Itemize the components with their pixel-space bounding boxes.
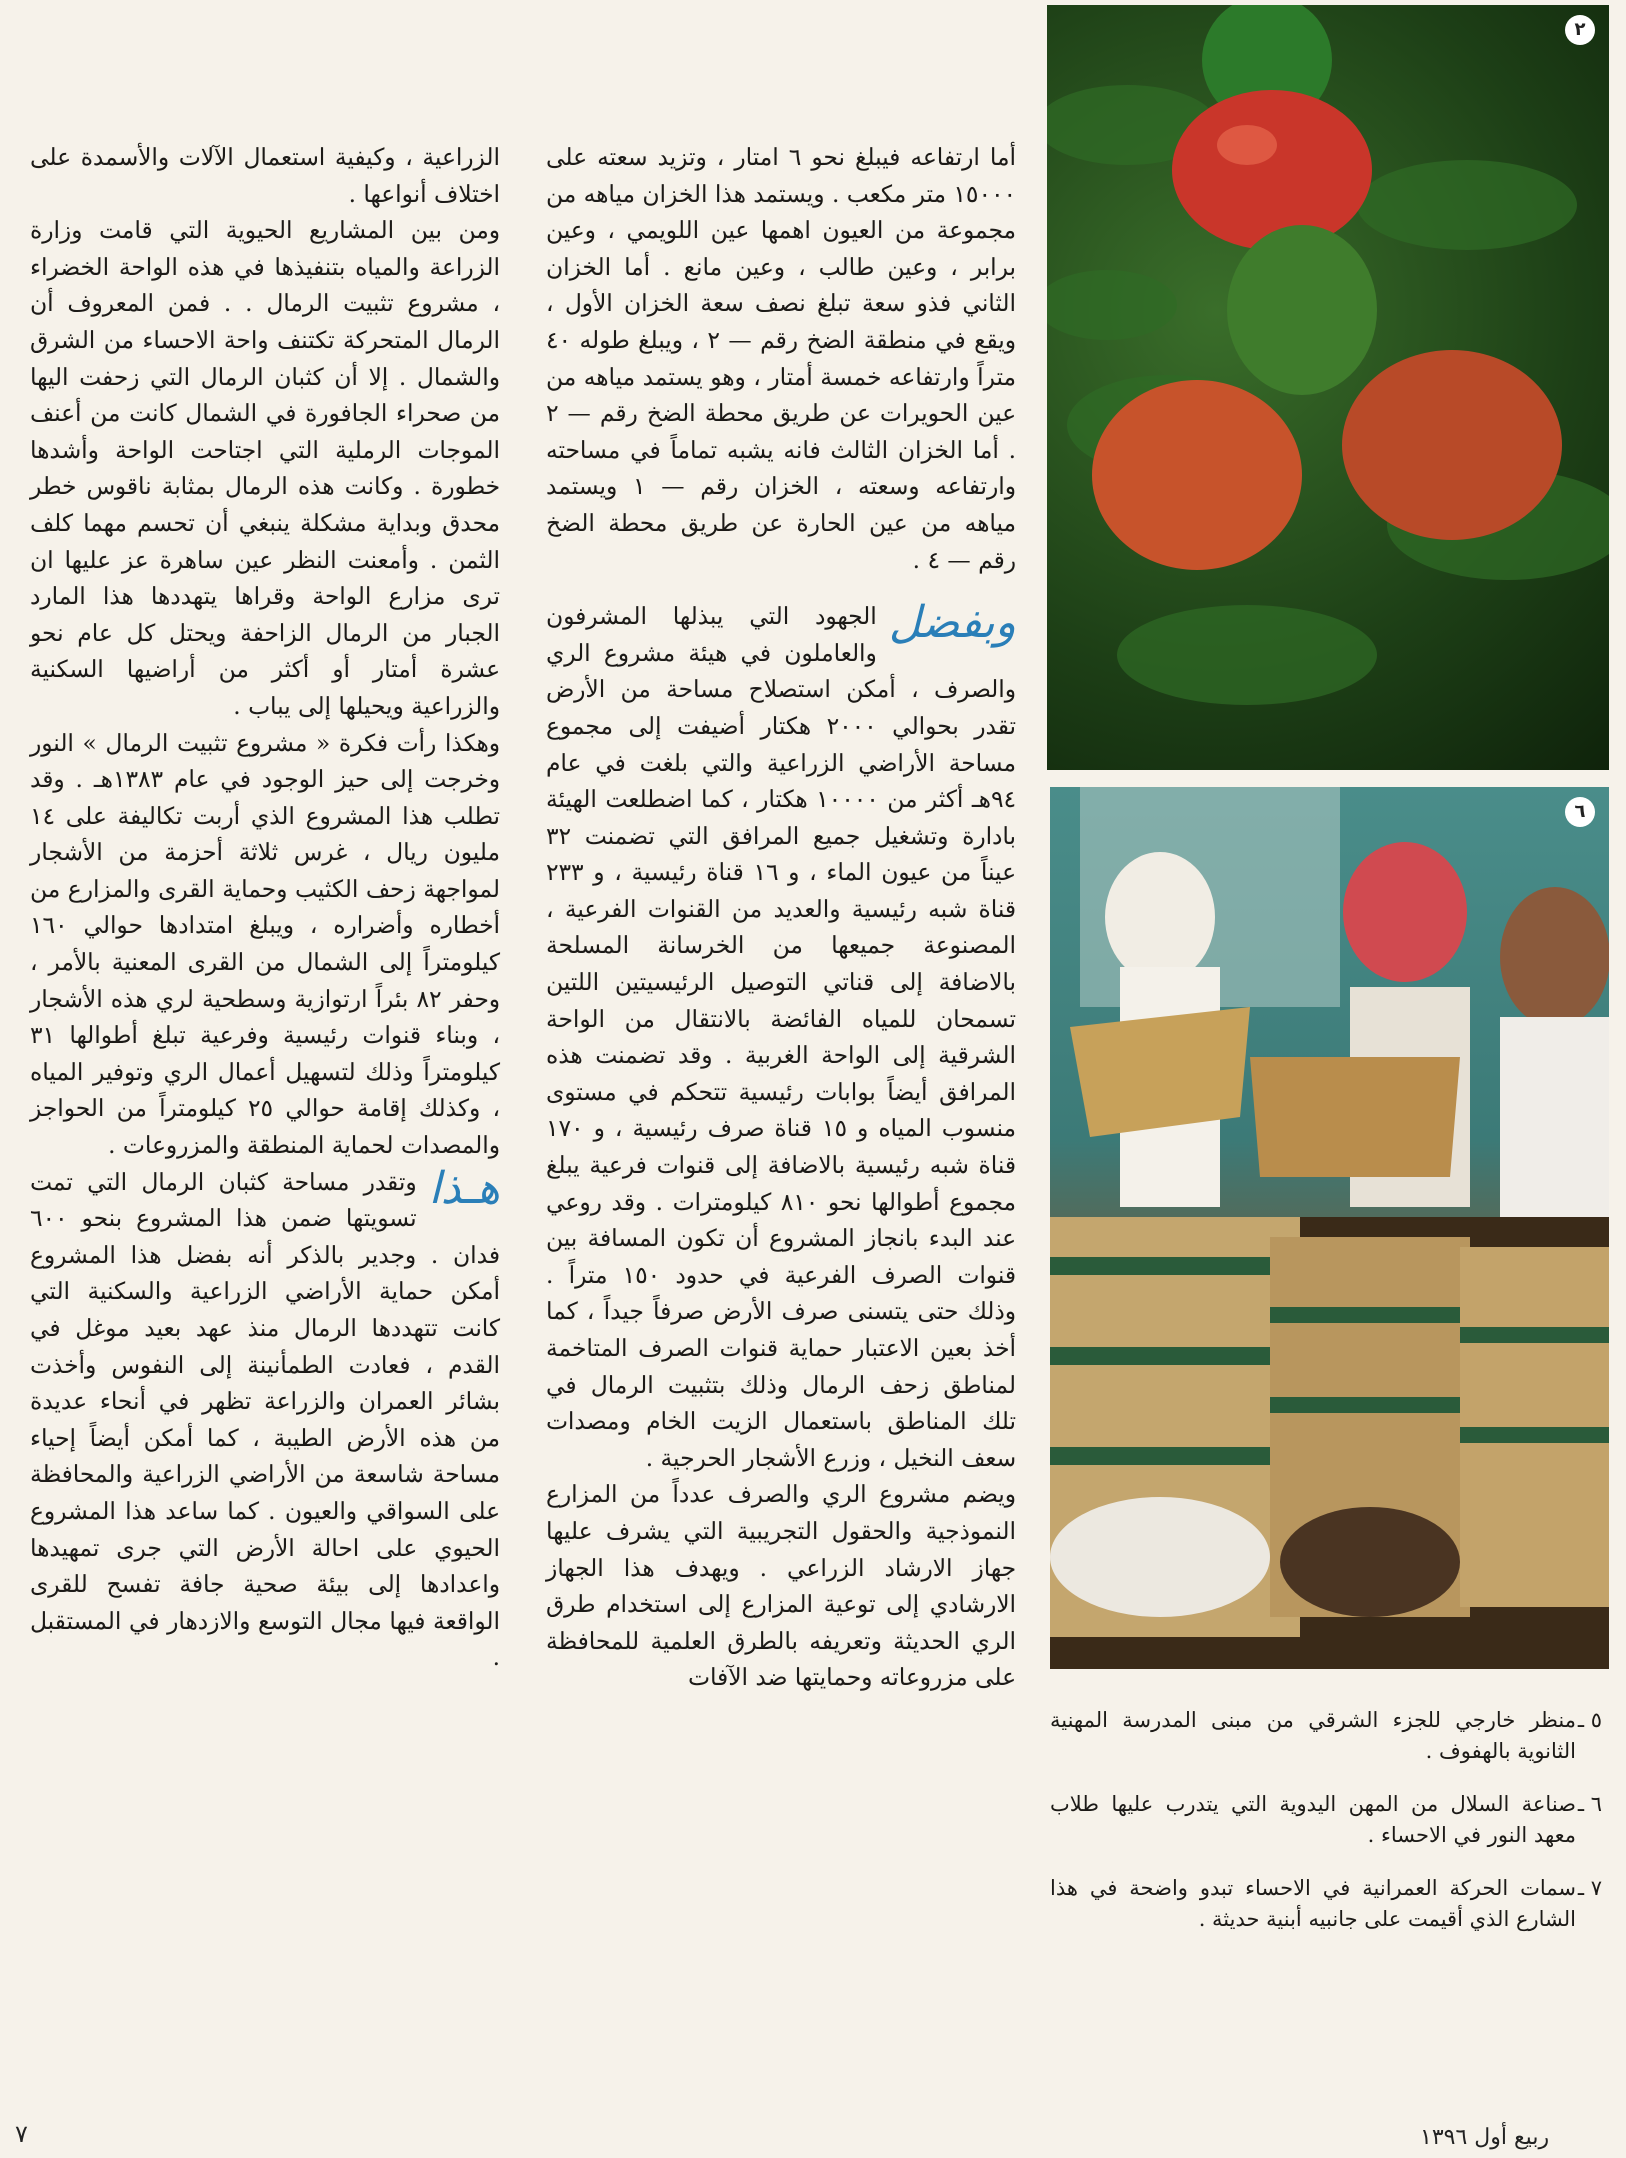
caption-item [1050, 1873, 1602, 1935]
basket-weaving-illustration [1050, 787, 1609, 1669]
page-number: ٧ [15, 2120, 28, 2148]
paragraph [30, 1162, 500, 1677]
paragraph: أما ارتفاعه فيبلغ نحو ٦ امتار ، وتزيد سعته على ١٥٠٠٠ متر مكعب . ويستمد هذا الخزان مياهه من مجموعة من العيون اهمها عين اللويمي ، وعين برابر ، وعين طالب ، وعين مانع . أما الخزان الثاني فذو سعة تبلغ نصف سعة الخزان الأول ، ويقع في منطقة الضخ رقم — ٢ ، ويبلغ طوله ٤٠ متراً وارتفاعه خمسة أمتار ، وهو يستمد مياهه من عين الحويرات عن طريق محطة الضخ رقم — ٢ . أما الخزان الثالث فانه يشبه تماماً في مساحته وارتفاعه وسعته ، الخزان رقم — ١ ويستمد مياهه من عين الحارة عن طريق محطة الضخ رقم — ٤ . [546, 144, 1016, 574]
article-column-left [30, 140, 500, 1677]
caption-item [1050, 1705, 1602, 1767]
ornamental-initial: هـذا [428, 1162, 500, 1214]
paragraph: ويضم مشروع الري والصرف عدداً من المزارع النموذجية والحقول التجريبية التي يشرف عليها جهاز الارشاد الزراعي . ويهدف هذا الجهاز الارشادي إلى توعية المزارع إلى استخدام طرق الري الحديثة وتعريفه بالطرق العلمية للمحافظة على مزروعاته وحمايتها ضد الآفات [546, 1481, 1016, 1692]
article-column-middle [546, 140, 1016, 1697]
paragraph: ومن بين المشاريع الحيوية التي قامت وزارة الزراعة والمياه بتنفيذها في هذه الواحة الخضراء ، مشروع تثبيت الرمال . . فمن المعروف أن الرمال المتحركة تكتنف واحة الاحساء من الشرق والشمال . إلا أن كثبان الرمال التي زحفت اليها من صحراء الجافورة في الشمال كانت من أعنف الموجات الرملية التي اجتاحت الواحة وأشدها خطورة . وكانت هذه الرمال بمثابة ناقوس خطر محدق وبداية مشكلة ينبغي أن تحسم مهما كلف الثمن . وأمعنت النظر عين ساهرة عز عليها ان ترى مزارع الواحة وقراها يتهددها هذا المارد الجبار من الرمال الزاحفة ويحتل كل عام نحو عشرة أمتار أو أكثر من أراضيها السكنية والزراعية ويحيلها إلى يباب . [30, 217, 500, 720]
issue-date: ربيع أول ١٣٩٦ [1420, 2125, 1550, 2150]
photo-captions [1050, 1705, 1602, 1957]
caption-number: ٥ ـ [1577, 1708, 1602, 1732]
caption-number: ٦ ـ [1577, 1792, 1602, 1816]
figure-number-badge: ٦ [1565, 797, 1595, 827]
photo-tomato-plants [1047, 5, 1609, 770]
paragraph: وهكذا رأت فكرة « مشروع تثبيت الرمال » النور وخرجت إلى حيز الوجود في عام ١٣٨٣هـ . وقد تطلب هذا المشروع الذي أربت تكاليفة على ١٤ مليون ريال ، غرس ثلاثة أحزمة من الأشجار لمواجهة زحف الكثيب وحماية القرى والمزارع من أخطاره وأضراره ، ويبلغ امتدادها حوالي ١٦٠ كيلومتراً إلى الشمال من القرى المعنية بالأمر ، وحفر ٨٢ بئراً ارتوازية وسطحية لري هذه الأشجار ، وبناء قنوات رئيسية وفرعية تبلغ أطوالها ٣١ كيلومتراً وذلك لتسهيل أعمال الري وتوفير المياه ، وكذلك إقامة حوالي ٢٥ كيلومتراً من الحواجز والمصدات لحماية المنطقة والمزروعات . [30, 729, 500, 1160]
paragraph [546, 599, 1016, 1477]
caption-text: صناعة السلال من المهن اليدوية التي يتدرب عليها طلاب معهد النور في الاحساء . [1050, 1792, 1576, 1847]
ornamental-initial: وبفضل [888, 597, 1016, 649]
photo-basket-weaving [1050, 787, 1609, 1669]
paragraph-text: وتقدر مساحة كثبان الرمال التي تمت تسويتها ضمن هذا المشروع بنحو ٦٠٠ فدان . وجدير بالذكر أنه بفضل هذا المشروع أمكن حماية الأراضي الزراعية والسكنية التي كانت تتهددها الرمال منذ عهد بعيد موغل في القدم ، فعادت الطمأنينة إلى النفوس وأخذت بشائر العمران والزراعة تظهر في أنحاء عديدة من هذه الأرض الطيبة ، كما أمكن أيضاً إحياء مساحة شاسعة من الأراضي الزراعية والمحافظة على السواقي والعيون . كما ساعد هذا المشروع الحيوي على احالة الأرض التي جرى تمهيدها واعدادها إلى بيئة صحية جافة تفسح للقرى الواقعة فيها مجال التوسع والازدهار في المستقبل . [30, 1168, 500, 1672]
caption-text: سمات الحركة العمرانية في الاحساء تبدو واضحة في هذا الشارع الذي أقيمت على جانبيه أبنية حديثة . [1050, 1876, 1576, 1931]
caption-item [1050, 1789, 1602, 1851]
tomato-illustration [1047, 5, 1609, 770]
caption-number: ٧ ـ [1577, 1876, 1602, 1900]
paragraph: الزراعية ، وكيفية استعمال الآلات والأسمدة على اختلاف أنواعها . [30, 144, 500, 208]
figure-number-badge: ٢ [1565, 15, 1595, 45]
caption-text: منظر خارجي للجزء الشرقي من مبنى المدرسة المهنية الثانوية بالهفوف . [1050, 1708, 1576, 1763]
paragraph-text: الجهود التي يبذلها المشرفون والعاملون في هيئة مشروع الري والصرف ، أمكن استصلاح مساحة من الأرض تقدر بحوالي ٢٠٠٠ هكتار أضيفت إلى مجموع مساحة الأراضي الزراعية والتي بلغت في عام ٩٤هـ أكثر من ١٠٠٠٠ هكتار ، كما اضطلعت الهيئة بادارة وتشغيل جميع المرافق التي تضمنت ٣٢ عيناً من عيون الماء ، و ١٦ قناة رئيسية ، و ٢٣٣ قناة شبه رئيسية والعديد من القنوات الفرعية ، المصنوعة جميعها من الخرسانة المسلحة بالاضافة إلى قناتي التوصيل الرئيسيتين اللتين تسمحان للمياه الفائضة بالانتقال من الواحة الشرقية إلى الواحة الغربية . وقد تضمنت هذه المرافق أيضاً بوابات رئيسية تتحكم في مستوى منسوب المياه و ١٥ قناة صرف رئيسية ، و ١٧٠ قناة شبه رئيسية بالاضافة إلى قنوات فرعية يبلغ مجموع أطوالها نحو ٨١٠ كيلومترات . وقد روعي عند البدء بانجاز المشروع أن تكون المسافة بين قنوات الصرف الفرعية في حدود ١٥٠ متراً . وذلك حتى يتسنى صرف الأرض صرفاً جيداً ، كما أخذ بعين الاعتبار حماية قنوات الصرف المتاخمة لمناطق زحف الرمال وذلك بتثبيت الرمال في تلك المناطق باستعمال الزيت الخام ومصدات سعف النخيل ، وزرع الأشجار الحرجية . [546, 603, 1017, 1472]
